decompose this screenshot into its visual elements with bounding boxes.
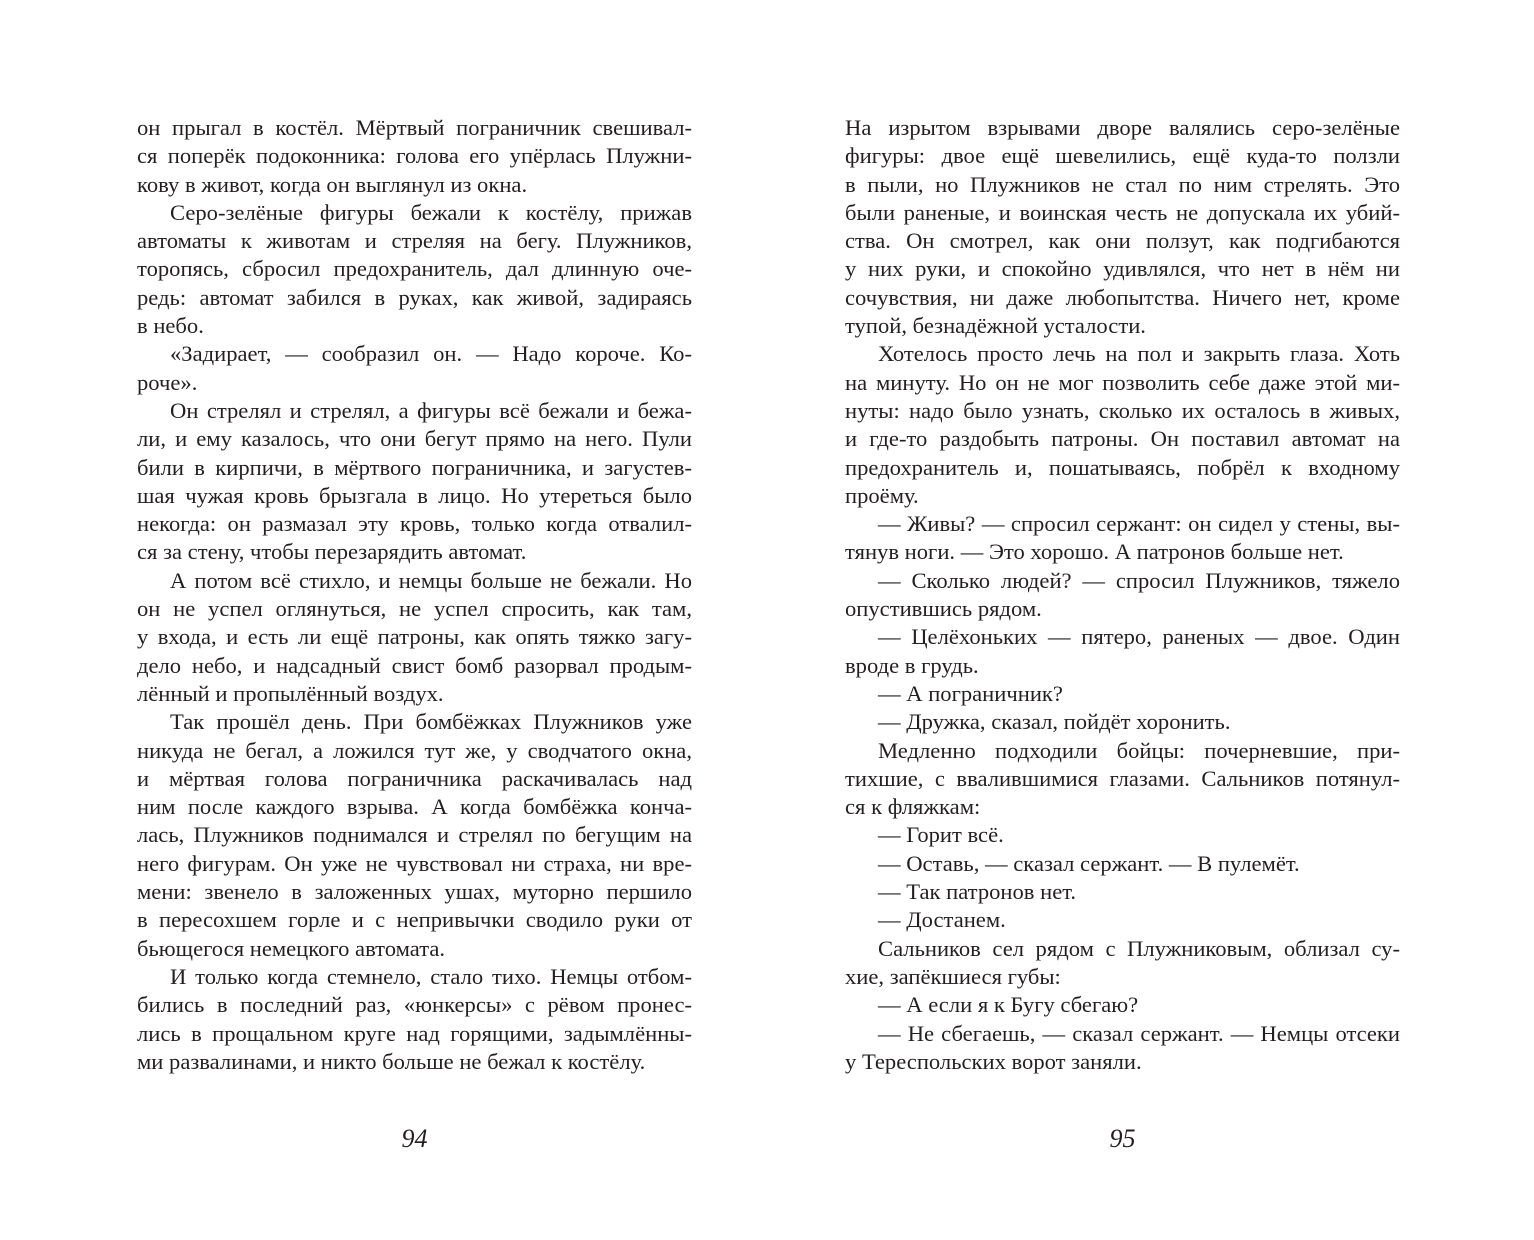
text-line: хие, запёкшиеся губы: bbox=[845, 963, 1061, 989]
paragraph bbox=[137, 397, 692, 567]
paragraph bbox=[137, 114, 692, 199]
text-line: у них руки, и спокойно удивлялся, что нет в нём ни bbox=[845, 256, 1400, 282]
text-line: него фигурам. Он уже не чувствовал ни страха, ни вре- bbox=[137, 850, 692, 876]
text-line: дело небо, и надсадный свист бомб разорвал продым- bbox=[137, 652, 692, 678]
text-line: в пересохшем горле и с непривычки сводило руки от bbox=[137, 907, 692, 933]
paragraph bbox=[845, 878, 1400, 906]
text-line: — Достанем. bbox=[878, 907, 1006, 933]
text-line: Он стрелял и стрелял, а фигуры всё бежали и бежа- bbox=[170, 397, 692, 423]
paragraph bbox=[137, 708, 692, 963]
paragraph bbox=[845, 623, 1400, 680]
text-line: — Целёхоньких — пятеро, раненых — двое. Один bbox=[878, 624, 1400, 650]
text-line: лась, Плужников поднимался и стрелял по бегущим на bbox=[137, 822, 692, 848]
paragraph bbox=[845, 906, 1400, 934]
text-line: лённый и пропылённый воздух. bbox=[137, 680, 444, 706]
text-line: он прыгал в костёл. Мёртвый пограничник свешивал- bbox=[137, 115, 692, 140]
text-line: в пыли, но Плужников не стал по ним стрелять. Это bbox=[845, 171, 1400, 197]
text-line: — Дружка, сказал, пойдёт хоронить. bbox=[878, 709, 1231, 735]
text-line: торопясь, сбросил предохранитель, дал длинную оче- bbox=[137, 256, 692, 282]
text-line: шая чужая кровь брызгала в лицо. Но утереться было bbox=[137, 482, 692, 508]
text-line: — Не сбегаешь, — сказал сержант. — Немцы отсеки bbox=[878, 1020, 1400, 1046]
text-line: ли, и ему казалось, что они бегут прямо на него. Пули bbox=[137, 426, 692, 452]
paragraph bbox=[845, 935, 1400, 992]
paragraph bbox=[137, 340, 692, 397]
text-line: и где-то раздобыть патроны. Он поставил автомат на bbox=[845, 426, 1400, 452]
paragraph bbox=[845, 1020, 1400, 1077]
paragraph bbox=[845, 708, 1400, 736]
left-page-text bbox=[137, 114, 692, 1076]
paragraph bbox=[845, 567, 1400, 624]
text-line: нуты: надо было узнать, сколько их осталось в живых, bbox=[845, 397, 1400, 423]
paragraph bbox=[845, 680, 1400, 708]
text-line: — Сколько людей? — спросил Плужников, тяжело bbox=[878, 567, 1400, 593]
text-line: Хотелось просто лечь на пол и закрыть глаза. Хоть bbox=[878, 341, 1400, 367]
paragraph bbox=[845, 821, 1400, 849]
text-line: — А пограничник? bbox=[878, 680, 1063, 706]
paragraph bbox=[845, 737, 1400, 822]
text-line: — Оставь, — сказал сержант. — В пулемёт. bbox=[878, 850, 1300, 876]
text-line: — Горит всё. bbox=[878, 822, 1004, 848]
text-line: — Так патронов нет. bbox=[878, 879, 1077, 905]
text-line: никуда не бегал, а ложился тут же, у сводчатого окна, bbox=[137, 737, 692, 763]
paragraph bbox=[845, 340, 1400, 510]
text-line: мени: звенело в заложенных ушах, муторно першило bbox=[137, 879, 692, 905]
text-line: фигуры: двое ещё шевелились, ещё куда-то ползли bbox=[845, 143, 1400, 169]
text-line: автоматы к животам и стреляя на бегу. Плужников, bbox=[137, 228, 692, 254]
paragraph bbox=[845, 991, 1400, 1019]
text-line: тянув ноги. — Это хорошо. А патронов больше нет. bbox=[845, 539, 1344, 565]
text-line: на минуту. Но он не мог позволить себе даже этой ми- bbox=[845, 369, 1400, 395]
text-line: И только когда стемнело, стало тихо. Немцы отбом- bbox=[170, 963, 692, 989]
text-line: роче». bbox=[137, 369, 198, 395]
text-line: предохранитель и, пошатываясь, побрёл к входному bbox=[845, 454, 1400, 480]
text-line: Сальников сел рядом с Плужниковым, облизал су- bbox=[878, 935, 1400, 961]
text-line: — А если я к Бугу сбегаю? bbox=[878, 992, 1139, 1018]
text-line: редь: автомат забился в руках, как живой, задираясь bbox=[137, 284, 692, 310]
paragraph bbox=[137, 963, 692, 1076]
text-line: ся к фляжкам: bbox=[845, 794, 981, 820]
text-line: были раненые, и воинская честь не допускала их убий- bbox=[845, 199, 1400, 225]
text-line: ся поперёк подоконника: голова его упёрлась Плужни- bbox=[137, 143, 692, 169]
text-line: сочувствия, ни даже любопытства. Ничего нет, кроме bbox=[845, 284, 1400, 310]
text-line: Так прошёл день. При бомбёжках Плужников уже bbox=[170, 709, 692, 735]
text-line: А потом всё стихло, и немцы больше не бежали. Но bbox=[170, 567, 692, 593]
paragraph bbox=[845, 510, 1400, 567]
page-number-left: 94 bbox=[401, 1124, 428, 1153]
text-line: тихшие, с ввалившимися глазами. Сальников потянул- bbox=[845, 765, 1400, 791]
text-line: бьющегося немецкого автомата. bbox=[137, 935, 446, 961]
text-line: Серо-зелёные фигуры бежали к костёлу, прижав bbox=[170, 199, 692, 225]
paragraph bbox=[137, 199, 692, 340]
right-page-text bbox=[845, 114, 1400, 1076]
text-line: били в кирпичи, в мёртвого пограничника, и загустев- bbox=[137, 454, 692, 480]
text-line: проёму. bbox=[845, 482, 919, 508]
text-line: ним после каждого взрыва. А когда бомбёжка конча- bbox=[137, 794, 692, 820]
text-line: ми развалинами, и никто больше не бежал к костёлу. bbox=[137, 1048, 646, 1074]
paragraph bbox=[845, 850, 1400, 878]
text-line: у входа, и есть ли ещё патроны, как опять тяжко загу- bbox=[137, 624, 692, 650]
text-line: тупой, безнадёжной усталости. bbox=[845, 313, 1146, 339]
text-line: ства. Он смотрел, как они ползут, как подгибаются bbox=[845, 228, 1400, 254]
text-line: Медленно подходили бойцы: почерневшие, при- bbox=[878, 737, 1400, 763]
text-line: опустившись рядом. bbox=[845, 596, 1042, 622]
text-line: «Задирает, — сообразил он. — Надо короче. Ко- bbox=[170, 341, 692, 367]
page-number-right: 95 bbox=[1109, 1124, 1136, 1153]
paragraph bbox=[137, 567, 692, 708]
text-line: кову в живот, когда он выглянул из окна. bbox=[137, 171, 528, 197]
text-line: лись в прощальном круге над горящими, задымлённы- bbox=[137, 1020, 692, 1046]
text-line: он не успел оглянуться, не успел спросить, как там, bbox=[137, 596, 692, 622]
text-line: бились в последний раз, «юнкерсы» с рёвом пронес- bbox=[137, 992, 692, 1018]
text-line: вроде в грудь. bbox=[845, 652, 979, 678]
text-line: — Живы? — спросил сержант: он сидел у стены, вы- bbox=[878, 511, 1400, 537]
text-line: и мёртвая голова пограничника раскачивалась над bbox=[137, 765, 692, 791]
paragraph bbox=[845, 114, 1400, 340]
text-line: На изрытом взрывами дворе валялись серо-зелёные bbox=[845, 115, 1400, 140]
text-line: некогда: он размазал эту кровь, только когда отвалил- bbox=[137, 511, 692, 537]
text-line: в небо. bbox=[137, 313, 204, 339]
text-line: у Тереспольских ворот заняли. bbox=[845, 1048, 1142, 1074]
text-line: ся за стену, чтобы перезарядить автомат. bbox=[137, 539, 527, 565]
